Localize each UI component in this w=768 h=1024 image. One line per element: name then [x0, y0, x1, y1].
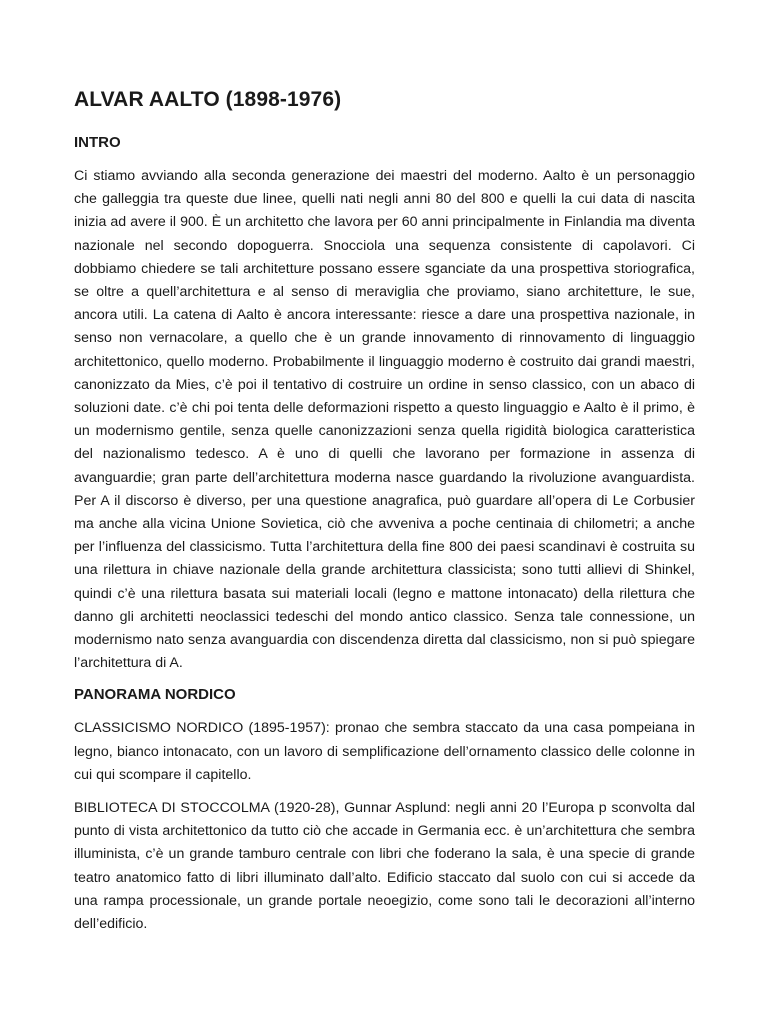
section-heading-panorama-nordico: PANORAMA NORDICO [74, 686, 236, 704]
biblioteca-stoccolma-paragraph: BIBLIOTECA DI STOCCOLMA (1920-28), Gunnar Asplund: negli anni 20 l’Europa p sconvolta dal punto di vista architettonico da tutto ciò che accade in Germania ecc. è un’architettura che sembra illuminista, c’è un grande tamburo centrale con libri che foderano la sala, è una specie di grande teatro anatomico fatto di libri illuminato dall’alto. Edificio staccato dal suolo con cui si accede da una rampa processionale, un grande portale neoegizio, come sono tali le decorazioni all’interno dell’edificio. [74, 800, 695, 933]
intro-paragraph: Ci stiamo avviando alla seconda generazione dei maestri del moderno. Aalto è un personaggio che galleggia tra queste due linee, quelli nati negli anni 80 del 800 e quelli la cui data di nascita inizia ad avere il 900. È un architetto che lavora per 60 anni principalmente in Finlandia ma diventa nazionale nel secondo dopoguerra. Snocciola una sequenza consistente di capolavori. Ci dobbiamo chiedere se tali architetture possano essere sganciate da una prospettiva storiografica, se oltre a quell’architettura e al senso di meraviglia che proviamo, siano architetture, le sue, ancora utili. La catena di Aalto è ancora interessante: riesce a dare una prospettiva nazionale, in senso non vernacolare, a quello che è un grande innovamento di rinnovamento di linguaggio architettonico, quello moderno. Probabilmente il linguaggio moderno è costruito dai grandi maestri, canonizzato da Mies, c’è poi il tentativo di costruire un ordine in senso classico, con un abaco di soluzioni date. c’è chi poi tenta delle deformazioni rispetto a questo linguaggio e Aalto è il primo, è un modernismo gentile, senza quelle canonizzazioni senza quella rigidità biologica caratteristica del nazionalismo tedesco. A è uno di quelli che lavorano per formazione in assenza di avanguardie; gran parte dell’architettura moderna nasce guardando la rivoluzione avanguardista. Per A il discorso è diverso, per una questione anagrafica, può guardare all’opera di Le Corbusier ma anche alla vicina Unione Sovietica, ciò che avveniva a poche centinaia di chilometri; a anche per l’influenza del classicismo. Tutta l’architettura della fine 800 dei paesi scandinavi è costruita su una rilettura in chiave nazionale della grande architettura classicista; sono tutti allievi di Shinkel, quindi c’è una rilettura basata sui materiali locali (legno e mattone intonacato) della rilettura che danno gli architetti neoclassici tedeschi del mondo antico classico. Senza tale connessione, un modernismo nato senza avanguardia con discendenza diretta dal classicismo, non si può spiegare l’architettura di A. [74, 168, 695, 672]
document-page [74, 86, 695, 946]
section-heading-intro: INTRO [74, 134, 121, 151]
classicismo-nordico-paragraph: CLASSICISMO NORDICO (1895-1957): pronao che sembra staccato da una casa pompeiana in legno, bianco intonacato, con un lavoro di semplificazione dell’ornamento classico delle colonne in cui qui scompare il capitello. [74, 720, 695, 783]
document-title: ALVAR AALTO (1898-1976) [74, 88, 342, 111]
